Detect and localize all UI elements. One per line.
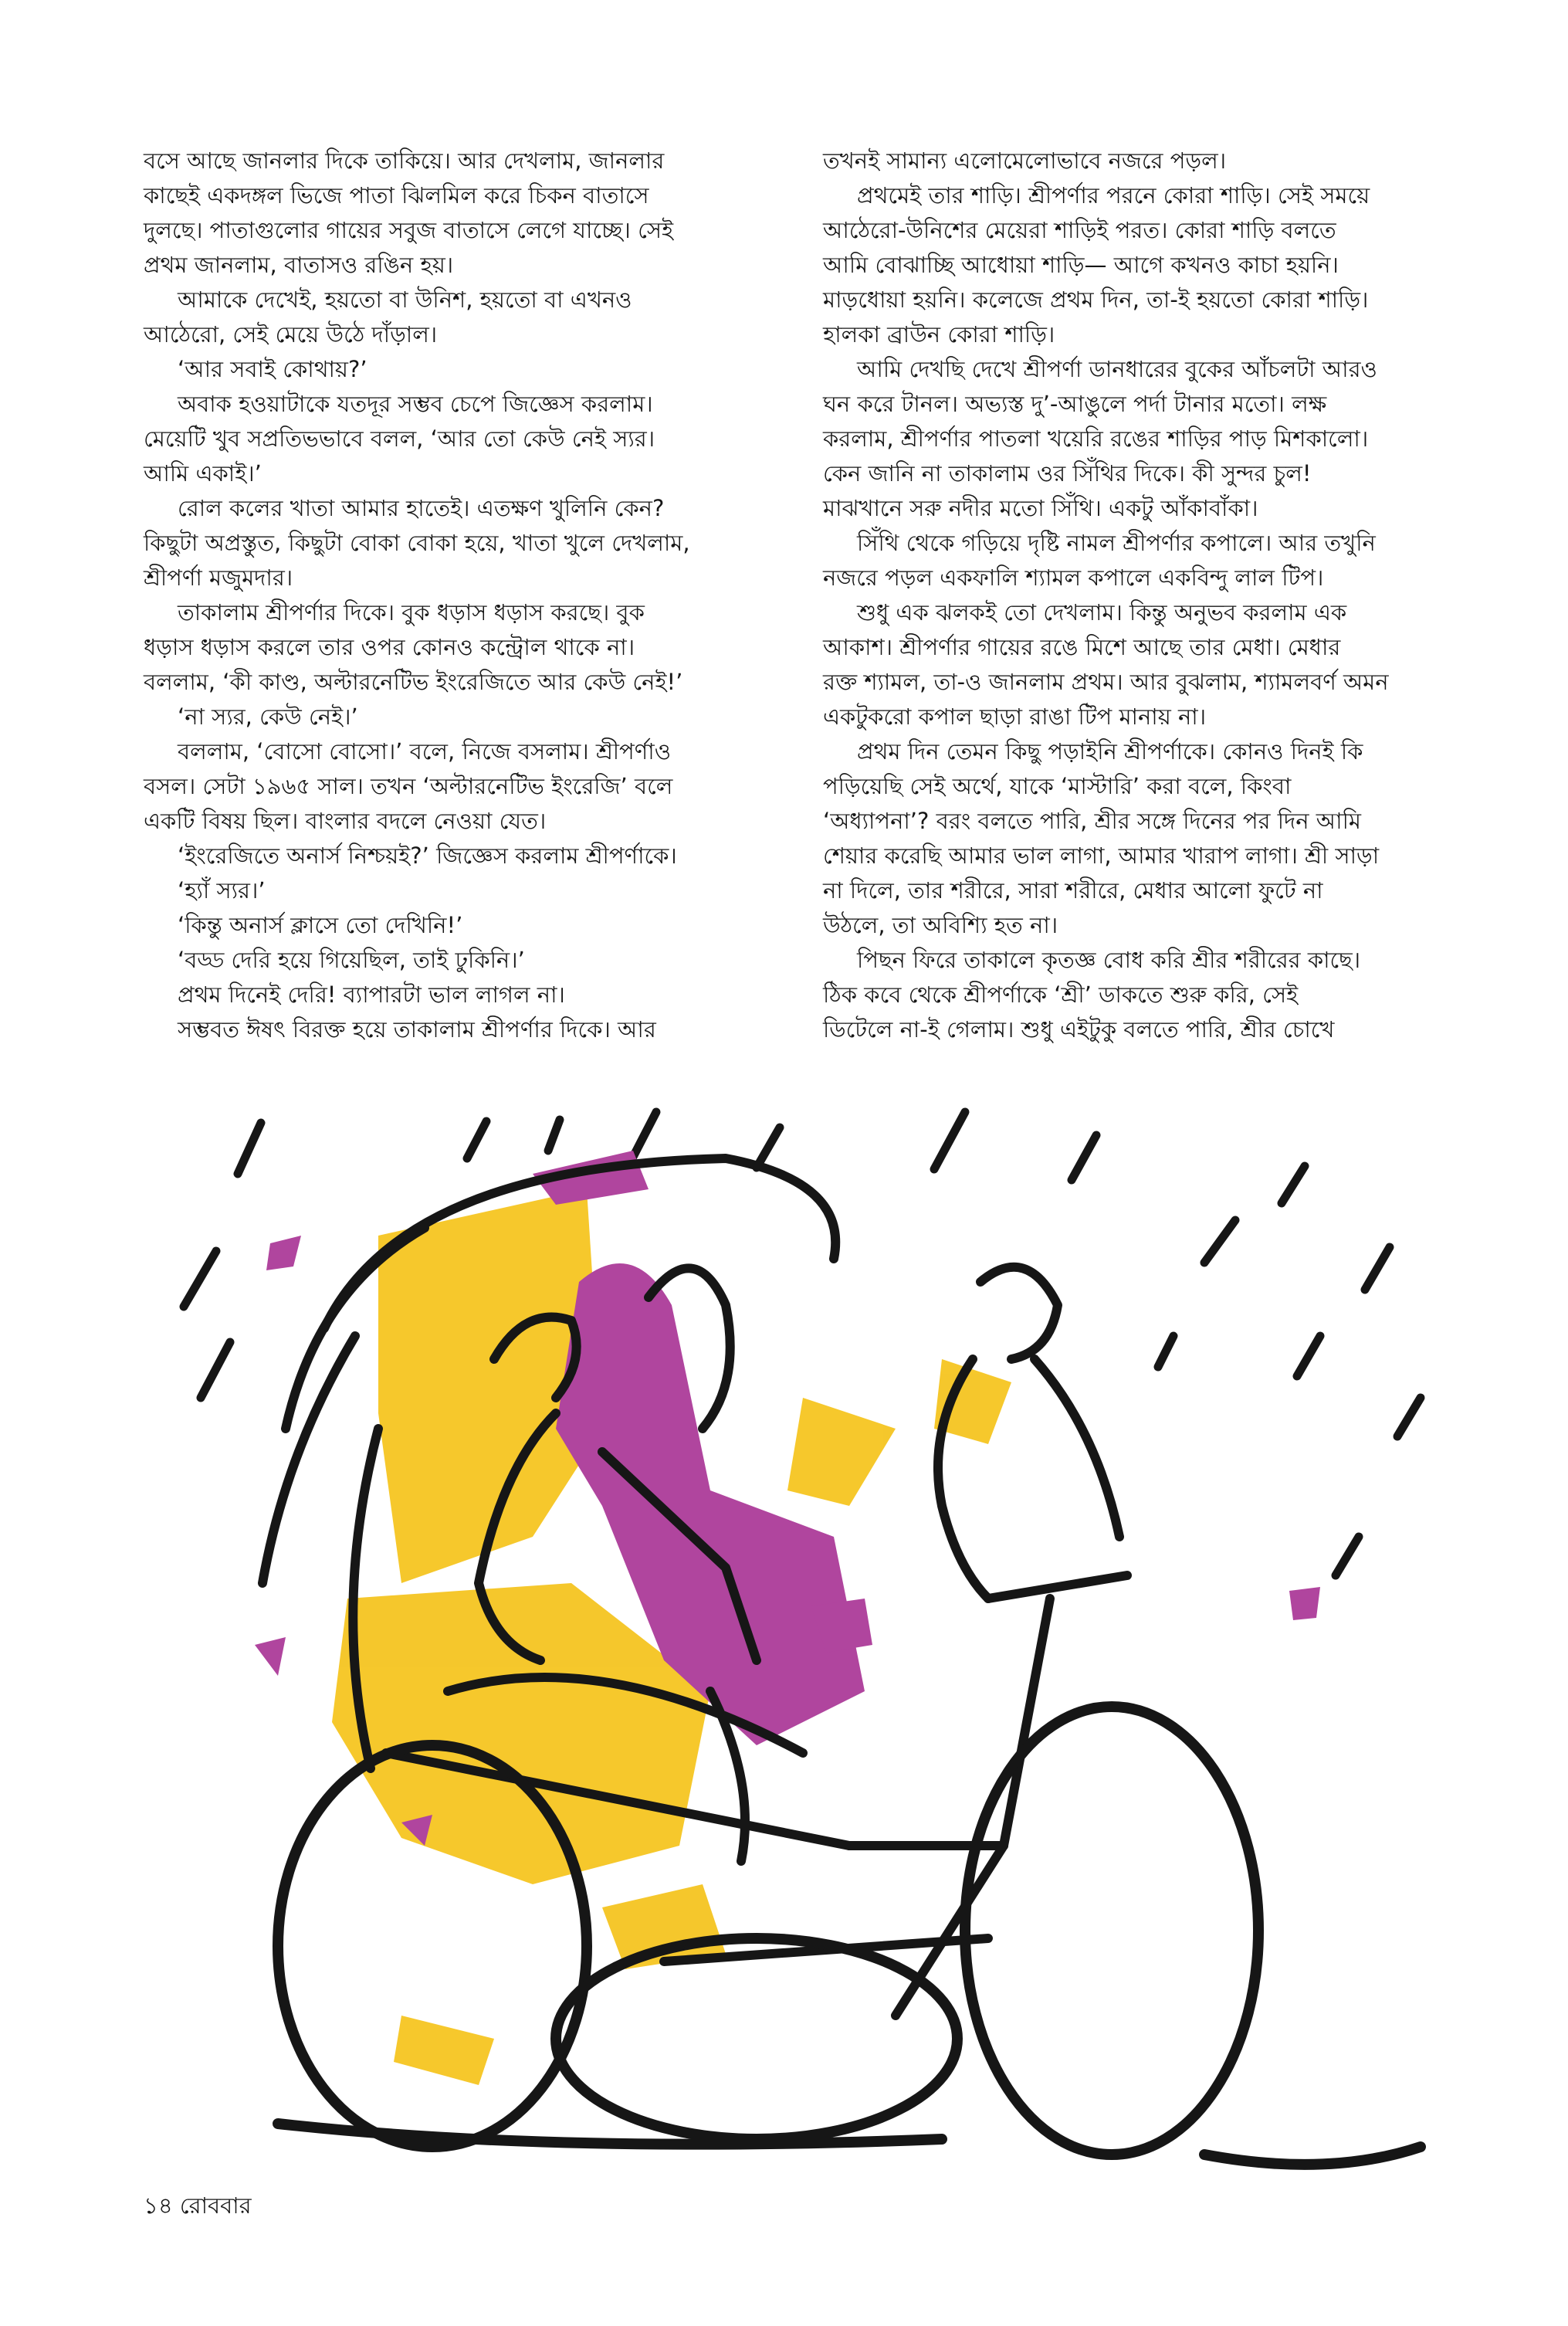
text-line: ধড়াস ধড়াস করলে তার ওপর কোনও কন্ট্রোল থাকে না।: [144, 634, 635, 660]
text-line: ডিটেলে না-ই গেলাম। শুধু এইটুকু বলতে পারি, শ্রীর চোখে: [823, 1016, 1335, 1043]
text-line: প্রথম দিনেই দেরি! ব্যাপারটা ভাল লাগল না।: [178, 982, 565, 1008]
text-line: প্রথমেই তার শাড়ি। শ্রীপর্ণার পরনে কোরা শাড়ি। সেই সময়ে: [857, 182, 1370, 209]
text-line: কেন জানি না তাকালাম ওর সিঁথির দিকে। কী সুন্দর চুল!: [823, 460, 1312, 487]
text-line: ‘বড্ড দেরি হয়ে গিয়েছিল, তাই ঢুকিনি।’: [178, 947, 525, 973]
text-line: মেয়েটি খুব সপ্রতিভভাবে বলল, ‘আর তো কেউ নেই স্যর।: [144, 426, 655, 452]
text-line: সিঁথি থেকে গড়িয়ে দৃষ্টি নামল শ্রীপর্ণার কপালে। আর তখুনি: [857, 530, 1376, 556]
text-line: রোল কলের খাতা আমার হাতেই। এতক্ষণ খুলিনি কেন?: [178, 495, 665, 521]
rickshaw-illustration: [170, 1104, 1444, 2209]
text-line: ‘ইংরেজিতে অনার্স নিশ্চয়ই?’ জিজ্ঞেস করলাম শ্রীপর্ণাকে।: [178, 843, 677, 869]
right-text-column: [823, 144, 1518, 1047]
left-text-column: [144, 144, 838, 1047]
text-line: আঠেরো-উনিশের মেয়েরা শাড়িই পরত। কোরা শাড়ি বলতে: [823, 217, 1336, 243]
text-line: কিছুটা অপ্রস্তুত, কিছুটা বোকা বোকা হয়ে, খাতা খুলে দেখলাম,: [144, 530, 690, 556]
text-line: আমি বোঝাচ্ছি আধোয়া শাড়ি— আগে কখনও কাচা হয়নি।: [823, 252, 1339, 278]
text-line: বললাম, ‘বোসো বোসো।’ বলে, নিজে বসলাম। শ্রীপর্ণাও: [178, 738, 672, 765]
text-line: কাছেই একদঙ্গল ভিজে পাতা ঝিলমিল করে চিকন বাতাসে: [144, 182, 649, 209]
text-line: নজরে পড়ল একফালি শ্যামল কপালে একবিন্দু লাল টিপ।: [823, 565, 1324, 591]
text-line: ঠিক কবে থেকে শ্রীপর্ণাকে ‘শ্রী’ ডাকতে শুরু করি, সেই: [823, 982, 1299, 1008]
text-line: ‘কিন্তু অনার্স ক্লাসে তো দেখিনি!’: [178, 912, 463, 938]
text-line: ‘আর সবাই কোথায়?’: [178, 356, 367, 382]
text-line: আমি দেখছি দেখে শ্রীপর্ণা ডানধারের বুকের আঁচলটা আরও: [857, 356, 1377, 382]
text-line: একটি বিষয় ছিল। বাংলার বদলে নেওয়া যেত।: [144, 808, 547, 834]
text-line: আকাশ। শ্রীপর্ণার গায়ের রঙে মিশে আছে তার মেধা। মেধার: [823, 634, 1341, 660]
text-line: হালকা ব্রাউন কোরা শাড়ি।: [823, 321, 1055, 348]
text-line: না দিলে, তার শরীরে, সারা শরীরে, মেধার আলো ফুটে না: [823, 877, 1323, 904]
text-line: ‘হ্যাঁ স্যর।’: [178, 877, 266, 904]
text-line: শুধু এক ঝলকই তো দেখলাম। কিন্তু অনুভব করলাম এক: [857, 599, 1347, 626]
text-line: ‘অধ্যাপনা’? বরং বলতে পারি, শ্রীর সঙ্গে দিনের পর দিন আমি: [823, 808, 1361, 834]
text-line: প্রথম দিন তেমন কিছু পড়াইনি শ্রীপর্ণাকে। কোনও দিনই কি: [857, 738, 1363, 765]
text-line: করলাম, শ্রীপর্ণার পাতলা খয়েরি রঙের শাড়ির পাড় মিশকালো।: [823, 426, 1369, 452]
text-line: সম্ভবত ঈষৎ বিরক্ত হয়ে তাকালাম শ্রীপর্ণার দিকে। আর: [178, 1016, 656, 1043]
text-line: তখনই সামান্য এলোমেলোভাবে নজরে পড়ল।: [823, 147, 1227, 174]
text-line: পড়িয়েছি সেই অর্থে, যাকে ‘মাস্টারি’ করা বলে, কিংবা: [823, 773, 1292, 799]
text-line: মাঝখানে সরু নদীর মতো সিঁথি। একটু আঁকাবাঁকা।: [823, 495, 1258, 521]
text-line: অবাক হওয়াটাকে যতদূর সম্ভব চেপে জিজ্ঞেস করলাম।: [178, 391, 653, 417]
text-line: রক্ত শ্যামল, তা-ও জানলাম প্রথম। আর বুঝলাম, শ্যামলবর্ণ অমন: [823, 669, 1389, 695]
text-line: আমি একাই।’: [144, 460, 262, 487]
text-line: মাড়ধোয়া হয়নি। কলেজে প্রথম দিন, তা-ই হয়তো কোরা শাড়ি।: [823, 287, 1369, 313]
text-line: বললাম, ‘কী কাণ্ড, অল্টারনেটিভ ইংরেজিতে আর কেউ নেই!’: [144, 669, 683, 695]
text-line: পিছন ফিরে তাকালে কৃতজ্ঞ বোধ করি শ্রীর শরীরের কাছে।: [857, 947, 1361, 973]
text-line: উঠলে, তা অবিশ্যি হত না।: [823, 912, 1058, 938]
text-line: দুলছে। পাতাগুলোর গায়ের সবুজ বাতাসে লেগে যাচ্ছে। সেই: [144, 217, 674, 243]
page-folio: ১৪ রোববার: [144, 2192, 252, 2219]
text-line: আঠেরো, সেই মেয়ে উঠে দাঁড়াল।: [144, 321, 438, 348]
text-line: ঘন করে টানল। অভ্যস্ত দু’-আঙুলে পর্দা টানার মতো। লক্ষ: [823, 391, 1327, 417]
text-line: ‘না স্যর, কেউ নেই।’: [178, 704, 358, 730]
text-line: তাকালাম শ্রীপর্ণার দিকে। বুক ধড়াস ধড়াস করছে। বুক: [178, 599, 645, 626]
text-line: বসল। সেটা ১৯৬৫ সাল। তখন ‘অল্টারনেটিভ ইংরেজি’ বলে: [144, 773, 673, 799]
text-line: প্রথম জানলাম, বাতাসও রঙিন হয়।: [144, 252, 454, 278]
text-line: শ্রীপর্ণা মজুমদার।: [144, 565, 293, 591]
text-line: শেয়ার করেছি আমার ভাল লাগা, আমার খারাপ লাগা। শ্রী সাড়া: [823, 843, 1380, 869]
text-line: একটুকরো কপাল ছাড়া রাঙা টিপ মানায় না।: [823, 704, 1207, 730]
text-line: বসে আছে জানলার দিকে তাকিয়ে। আর দেখলাম, জানলার: [144, 147, 665, 174]
text-line: আমাকে দেখেই, হয়তো বা উনিশ, হয়তো বা এখনও: [178, 287, 632, 313]
